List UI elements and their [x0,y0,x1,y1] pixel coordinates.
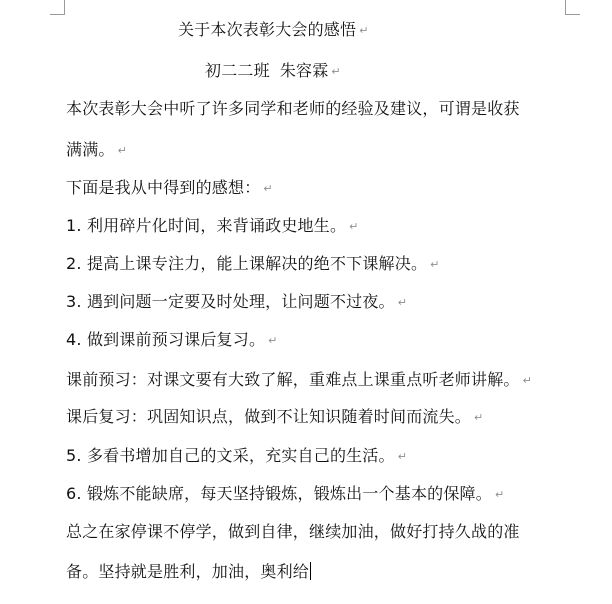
body-text: 6. 锻炼不能缺席，每天坚持锻炼，锻炼出一个基本的保障。 [66,484,492,503]
title-text: 关于本次表彰大会的感悟 [178,20,357,39]
body-line-1[interactable] [66,99,520,119]
body-text: 课前预习：对课文要有大致了解，重难点上课重点听老师讲解。 [66,370,520,389]
list-item-5[interactable] [66,446,407,467]
body-text: 总之在家停课不停学，做到自律，继续加油，做好打持久战的准 [66,522,520,541]
body-text: 5. 多看书增加自己的文采，充实自己的生活。 [66,446,395,465]
paragraph-mark-icon: ↵ [117,144,128,157]
body-text: 备。坚持就是胜利，加油，奥利给 [66,562,310,581]
paragraph-mark-icon: ↵ [474,411,484,424]
paragraph-mark-icon: ↵ [494,488,505,501]
paragraph-mark-icon: ↵ [331,65,341,78]
body-line-3[interactable] [66,178,273,199]
page-corner-mark-right [565,0,580,15]
paragraph-mark-icon: ↵ [263,182,273,195]
paragraph-mark-icon: ↵ [397,296,408,309]
body-text: 3. 遇到问题一定要及时处理，让问题不过夜。 [66,292,395,311]
preview-line[interactable] [66,370,532,391]
conclusion-line-1[interactable] [66,522,520,542]
body-text: 下面是我从中得到的感想： [66,178,261,197]
body-text: 课后复习：巩固知识点，做到不让知识随着时间而流失。 [66,407,472,426]
list-item-6[interactable] [66,484,504,505]
author-class: 初二二班 [205,61,270,80]
review-line[interactable] [66,407,483,428]
body-text: 1. 利用碎片化时间，来背诵政史地生。 [66,216,347,235]
body-line-2[interactable] [66,140,127,161]
list-item-3[interactable] [66,292,407,313]
paragraph-mark-icon: ↵ [268,334,278,347]
author-line[interactable] [205,61,341,82]
author-name: 朱容霖 [279,61,329,80]
body-text: 本次表彰大会中听了许多同学和老师的经验及建议，可谓是收获 [66,99,520,118]
conclusion-line-2[interactable] [66,562,311,582]
page-corner-mark-left [50,0,65,15]
list-item-1[interactable] [66,216,359,237]
list-item-4[interactable] [66,330,278,351]
paragraph-mark-icon: ↵ [359,24,369,37]
list-item-2[interactable] [66,254,440,275]
paragraph-mark-icon: ↵ [522,374,533,387]
paragraph-mark-icon: ↵ [397,450,408,463]
paragraph-mark-icon: ↵ [349,220,359,233]
text-cursor [310,562,311,580]
body-text: 2. 提高上课专注力，能上课解决的绝不下课解决。 [66,254,428,273]
body-text: 4. 做到课前预习课后复习。 [66,330,266,349]
document-title[interactable] [178,20,369,41]
body-text: 满满。 [66,140,115,159]
paragraph-mark-icon: ↵ [430,258,440,271]
